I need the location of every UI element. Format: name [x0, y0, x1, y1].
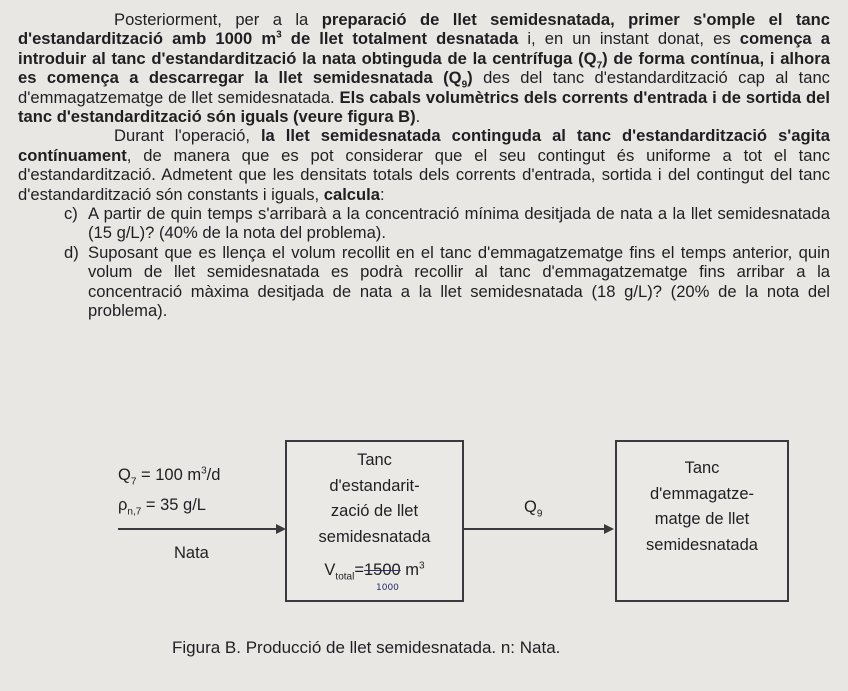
volume-value-struck: 1500 [363, 561, 401, 579]
density-label: $\rho_{n,7} = 35$ g/L [118, 496, 206, 518]
question-c-text: A partir de quin temps s'arribarà a la concentració mínima desitjada de nata a la llet semidesnatada (15 g/L)? (40% de la nota del problema). [88, 204, 830, 243]
nata-label: Nata [174, 544, 209, 562]
inlet-arrow-line [118, 528, 276, 530]
tank1-line-1: Tanc [357, 451, 392, 469]
p1-sub-7: 7 [596, 60, 603, 72]
handwritten-correction: 1000 [376, 583, 399, 593]
outlet-arrow-line [462, 528, 605, 530]
question-d-text: Suposant que es llença el volum recollit en el tanc d'emmagatzematge fins el temps anterior, quin volum de llet semidesnatada es podrà recollir al tanc d'emmagatzematge fins arribar a la concentració màxima desitjada de nata a la llet semidesnatada (18 g/L)? (20% de la nota del problema). [88, 242, 830, 321]
p1-bold-f: comença a introduir al tanc d'estandardització la nata obtinguda de la centrífuga (Q [18, 29, 830, 68]
outlet-arrowhead-icon [604, 524, 614, 534]
p1-bold-d: de llet totalment desnatada [281, 29, 519, 49]
p1-text-g: des del tanc d'estandardització cap al tanc d'emmagatzematge de llet semidesnatada. [18, 68, 830, 107]
p2-text-a: Durant l'operació, [114, 126, 261, 146]
p1-sup: 3 [276, 29, 282, 41]
tank2-line-1: Tanc [684, 459, 720, 477]
question-d-label: d) [64, 242, 79, 262]
p1-bold-h: Els cabals volumètrics dels corrents d'entrada i de sortida del tanc d'estandardització són iguals (veure figura B) [18, 87, 830, 127]
p2-bold-d: calcula [323, 184, 381, 204]
p1-text-a: Posteriorment, per a la [114, 10, 322, 29]
p1-bold-f2: ) de forma contínua, i alhora es comença a descarregar la llet semidesnatada (Q [18, 48, 830, 88]
tank2-line-4: semidesnatada [646, 536, 758, 554]
p2-text-e: : [380, 184, 385, 204]
tank1-volume: $V_{total}=1500$ $m^3$ [324, 560, 425, 583]
p1-bold-b: preparació de llet semidesnatada [321, 10, 611, 29]
p1-sub-9: 9 [461, 79, 468, 91]
p1-text-e: i, en un instant donat, es [518, 29, 740, 49]
q9-label: $Q_9$ [524, 498, 543, 520]
tank1-line-3: zació de llet [330, 502, 419, 520]
tank2-line-2: d'emmagatze- [649, 485, 755, 503]
question-c-label: c) [64, 204, 78, 224]
tank2-line-3: matge de llet [654, 510, 750, 528]
p2-text-c: , de manera que es pot considerar que el seu contingut és uniforme a tot el tanc d'estandardització. Admetent que les densitats totals dels corrents d'entrada, sortida i del contingut del tanc d'estandardització són constants i iguals, [18, 145, 830, 204]
figure-caption: Figura B. Producció de llet semidesnatada. n: Nata. [172, 638, 561, 657]
p1-bold-f3: ) [467, 68, 473, 88]
p1-text-i: . [415, 107, 421, 127]
q7-label: $Q_7 = 100$ $m^3/d$ [118, 465, 221, 488]
p2-bold-b: la llet semidesnatada continguda al tanc d'estandardització s'agita contínuament [18, 126, 830, 165]
tank1-line-2: d'estandarit- [329, 477, 420, 495]
p1-bold-c: , primer s'omple el tanc d'estandardització amb 1000 m [18, 10, 831, 49]
tank1-line-4: semidesnatada [318, 528, 431, 546]
